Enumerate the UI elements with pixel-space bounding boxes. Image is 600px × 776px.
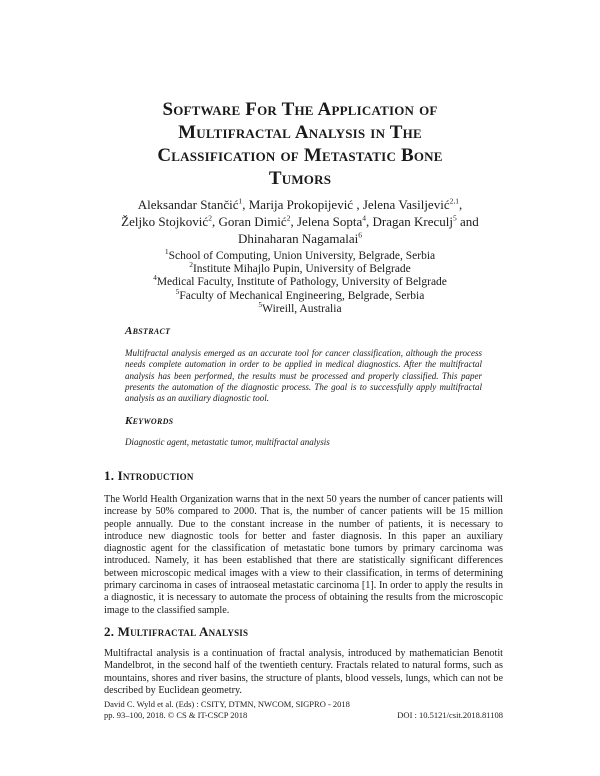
author-list [70, 196, 530, 247]
affiliation-text: Faculty of Mechanical Engineering, Belgrade, Serbia [179, 289, 425, 302]
author-sep: , [290, 214, 297, 229]
abstract-heading: Abstract [125, 325, 171, 337]
author-name: Jelena Sopta [296, 214, 363, 229]
keywords-text: Diagnostic agent, metastatic tumor, multifractal analysis [125, 437, 330, 447]
section-heading-multifractal: 2. Multifractal Analysis [104, 624, 249, 639]
author-name: Marija Prokopijević [248, 197, 354, 212]
introduction-text: The World Health Organization warns that in the next 50 years the number of cancer patients will increase by 50% compared to 2000. That is, the number of cancer patients will be 15 million people annually. Due to the constant increase in the number of patients, it is necessary to introduce new diagnostic tools for better and faster diagnosis. In this paper an auxiliary diagnostic agent for the classification of metastatic bone tumors by primary carcinoma was introduced. Namely, it has been established that there are statistically significant differences between microscopic medical images with a view to their classification, in terms of determining primary carcinoma in cases of intraoseal metastatic carcinoma [1]. In order to apply the results in a diagnostic, it is necessary to automate the process of obtaining the results from the microscopic image to the classified sample. [104, 494, 503, 616]
affiliation-text: School of Computing, Union University, Belgrade, Serbia [168, 250, 436, 262]
author-name: Aleksandar Stančić [137, 197, 239, 212]
author-sep: , [242, 197, 249, 212]
affiliation-text: Medical Faculty, Institute of Pathology, University of Belgrade [156, 276, 447, 289]
author-sup: 2,1 [449, 196, 459, 206]
author-sep: , [211, 214, 219, 229]
author-sep: and [456, 214, 479, 229]
author-sup: 1 [238, 196, 243, 206]
author-sep: , [353, 197, 363, 212]
footer-row [104, 710, 503, 721]
author-name: Dragan Kreculj [372, 214, 454, 229]
affiliation [70, 273, 530, 289]
affiliation [70, 299, 530, 316]
author-sup: 5 [453, 213, 457, 223]
title-line: Multifractal Analysis in The [178, 122, 422, 143]
abstract-text: Multifractal analysis emerged as an accurate tool for cancer classification, although the process needs complete automation in order to be applied in medical diagnostics. After the multifractal analysis has been performed, the results must be processed and properly classified. This paper presents the automation of the diagnostic process. The goal is to successfully apply multifractal analysis as an auxiliary diagnostic tool. [125, 348, 482, 404]
author-sup: 2 [208, 213, 212, 223]
title-line: Tumors [268, 168, 332, 189]
author-name: Goran Dimić [218, 214, 287, 229]
footer-doi: DOI : 10.5121/csit.2018.81108 [397, 709, 503, 720]
title-line: Classification of Metastatic Bone [157, 145, 443, 166]
paper-title [60, 98, 540, 190]
affiliation-sup: 5 [175, 286, 180, 296]
author-name: Dhinaharan Nagamalai [238, 231, 359, 246]
affiliation-list [70, 247, 530, 316]
author-sup: 4 [362, 213, 367, 223]
affiliation [70, 286, 530, 303]
page-footer [104, 699, 503, 720]
title-line: Software For The Application of [162, 99, 438, 120]
affiliation-sup: 5 [258, 299, 263, 309]
author-sep: , [458, 197, 463, 212]
author-sep: , [366, 214, 373, 229]
affiliation-sup: 2 [189, 260, 193, 270]
affiliation-sup: 4 [153, 273, 157, 283]
affiliation-text: Institute Mihajlo Pupin, University of Belgrade [192, 263, 411, 276]
author-sup: 6 [358, 230, 362, 240]
footer-pages: pp. 93–100, 2018. © CS & IT-CSCP 2018 [104, 709, 248, 720]
affiliation [70, 247, 530, 263]
author-name: Jelena Vasiljević [362, 197, 450, 212]
section-heading-introduction: 1. Introduction [104, 468, 194, 483]
author-name: Željko Stojković [121, 214, 209, 229]
affiliation-text: Wireill, Australia [262, 302, 342, 315]
affiliation [70, 260, 530, 276]
footer-citation: David C. Wyld et al. (Eds) : CSITY, DTMN, NWCOM, SIGPRO - 2018 [104, 699, 350, 709]
multifractal-text: Multifractal analysis is a continuation of fractal analysis, introduced by mathematician Benotit Mandelbrot, in the second half of the twentieth century. Fractals related to natural forms, such as mountains, shores and river basins, the structure of plants, blood vessels, lungs, which can not be described by Euclidean geometry. [104, 648, 503, 696]
keywords-heading: Keywords [125, 415, 174, 427]
affiliation-sup: 1 [164, 247, 169, 257]
author-sup: 2 [286, 213, 291, 223]
